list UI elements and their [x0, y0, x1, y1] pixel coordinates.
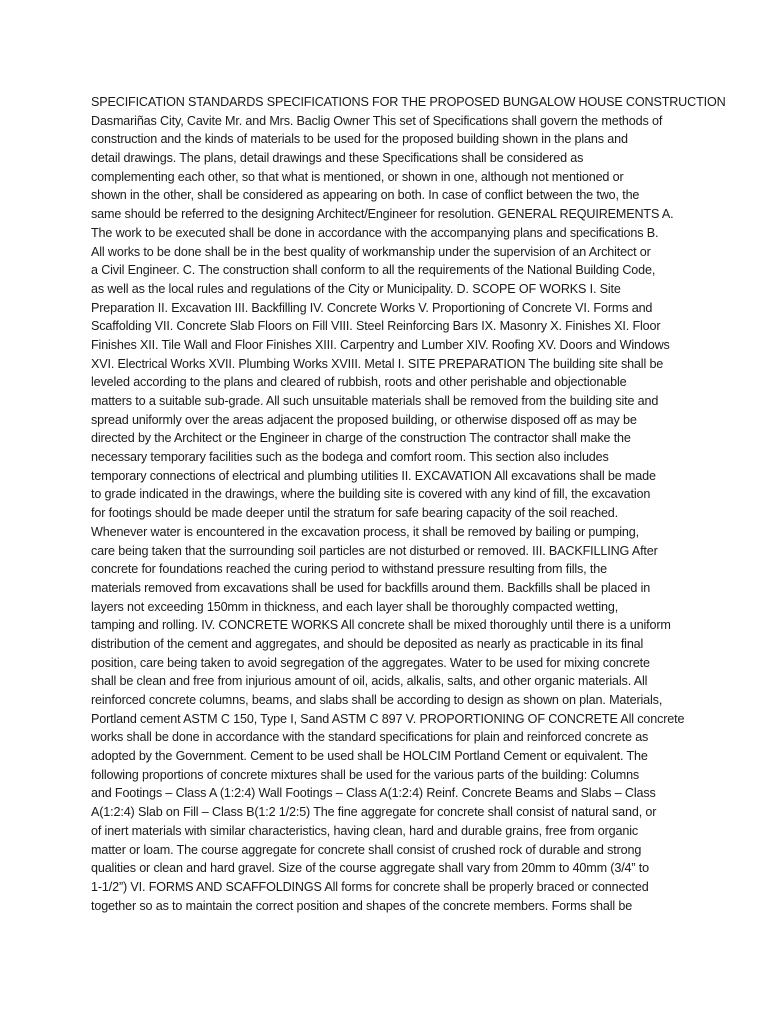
text-line-33: reinforced concrete columns, beams, and slabs shall be according to design as shown on plan. Materials, [91, 693, 663, 707]
text-line-9: All works to be done shall be in the best quality of workmanship under the supervision of an Architect or [91, 244, 651, 259]
text-line-35: works shall be done in accordance with the standard specifications for plain and reinforced concrete as [91, 730, 649, 745]
text-line-8: The work to be executed shall be done in accordance with the accompanying plans and specifications B. [91, 225, 659, 240]
text-line-37: following proportions of concrete mixtures shall be used for the various parts of the building: Columns [91, 767, 640, 782]
text-line-23: for footings should be made deeper until the stratum for safe bearing capacity of the soil reached. [91, 506, 619, 521]
specification-body [91, 93, 726, 915]
text-line-27: materials removed from excavations shall be used for backfills around them. Backfills shall be placed in [91, 580, 651, 595]
text-line-14: Finishes XII. Tile Wall and Floor Finishes XIII. Carpentry and Lumber XIV. Roofing XV. Doors and Windows [91, 337, 670, 352]
text-line-44: together so as to maintain the correct position and shapes of the concrete members. Forms shall be [91, 898, 633, 913]
text-line-24: Whenever water is encountered in the excavation process, it shall be removed by bailing or pumping, [91, 524, 639, 539]
text-line-30: distribution of the cement and aggregates, and should be deposited as nearly as practicable in its final [91, 636, 644, 651]
text-line-17: matters to a suitable sub-grade. All such unsuitable materials shall be removed from the building site and [91, 394, 659, 408]
text-line-13: Scaffolding VII. Concrete Slab Floors on Fill VIII. Steel Reinforcing Bars IX. Masonry X. Finishes XI. Floor [91, 319, 661, 334]
text-line-40: of inert materials with similar characteristics, having clean, hard and durable grains, free from organic [91, 823, 639, 838]
text-line-28: layers not exceeding 150mm in thickness, and each layer shall be thoroughly compacted wetting, [91, 599, 619, 614]
text-line-18: spread uniformly over the areas adjacent the proposed building, or otherwise disposed off as may be [91, 412, 637, 427]
text-line-16: leveled according to the plans and cleared of rubbish, roots and other perishable and objectionable [91, 375, 627, 390]
text-line-7: same should be referred to the designing Architect/Engineer for resolution. GENERAL REQUIREMENTS A. [91, 207, 674, 222]
text-line-5: complementing each other, so that what is mentioned, or shown in one, although not mentioned or [91, 169, 624, 184]
text-line-42: qualities or clean and hard gravel. Size of the course aggregate shall vary from 20mm to 40mm (3/4” to [91, 861, 649, 876]
text-line-22: to grade indicated in the drawings, where the building site is covered with any kind of fill, the excavation [91, 487, 651, 502]
text-line-11: as well as the local rules and regulations of the City or Municipality. D. SCOPE OF WORKS I. Site [91, 281, 621, 296]
text-line-41: matter or loam. The course aggregate for concrete shall consist of crushed rock of durable and strong [91, 842, 642, 857]
text-line-21: temporary connections of electrical and plumbing utilities II. EXCAVATION All excavations shall be made [91, 468, 656, 483]
text-line-43: 1-1/2”) VI. FORMS AND SCAFFOLDINGS All forms for concrete shall be properly braced or connected [91, 879, 649, 894]
text-line-12: Preparation II. Excavation III. Backfilling IV. Concrete Works V. Proportioning of Concrete VI. Forms and [91, 300, 653, 315]
text-line-36: adopted by the Government. Cement to be used shall be HOLCIM Portland Cement or equivalent. The [91, 749, 648, 764]
text-line-26: concrete for foundations reached the curing period to withstand pressure resulting from fills, the [91, 562, 607, 577]
text-line-39: A(1:2:4) Slab on Fill – Class B(1:2 1/2:5) The fine aggregate for concrete shall consist of natural sand, or [91, 805, 657, 820]
text-line-10: a Civil Engineer. C. The construction shall conform to all the requirements of the National Building Code, [91, 263, 656, 278]
text-line-4: detail drawings. The plans, detail drawings and these Specifications shall be considered as [91, 151, 584, 166]
text-line-25: care being taken that the surrounding soil particles are not disturbed or removed. III. BACKFILLING After [91, 543, 658, 558]
text-line-29: tamping and rolling. IV. CONCRETE WORKS All concrete shall be mixed thoroughly until there is a uniform [91, 618, 671, 633]
text-line-38: and Footings – Class A (1:2:4) Wall Footings – Class A(1:2:4) Reinf. Concrete Beams and Slabs – Class [91, 786, 656, 801]
text-line-31: position, care being taken to avoid segregation of the aggregates. Water to be used for mixing concrete [91, 655, 650, 670]
text-line-15: XVI. Electrical Works XVII. Plumbing Works XVIII. Metal I. SITE PREPARATION The building site shall be [91, 356, 664, 371]
text-line-2: Dasmariñas City, Cavite Mr. and Mrs. Baclig Owner This set of Specifications shall govern the methods of [91, 113, 663, 128]
text-line-19: directed by the Architect or the Engineer in charge of the construction The contractor shall make the [91, 431, 631, 446]
text-line-3: construction and the kinds of materials to be used for the proposed building shown in the plans and [91, 132, 628, 147]
text-line-34: Portland cement ASTM C 150, Type I, Sand ASTM C 897 V. PROPORTIONING OF CONCRETE All concrete [91, 711, 685, 726]
text-line-1: SPECIFICATION STANDARDS SPECIFICATIONS FOR THE PROPOSED BUNGALOW HOUSE CONSTRUCTION [91, 95, 726, 109]
text-line-20: necessary temporary facilities such as the bodega and comfort room. This section also includes [91, 450, 609, 465]
text-line-6: shown in the other, shall be considered as appearing on both. In case of conflict between the two, the [91, 188, 640, 203]
text-line-32: shall be clean and free from injurious amount of oil, acids, alkalis, salts, and other organic materials. All [91, 674, 648, 689]
